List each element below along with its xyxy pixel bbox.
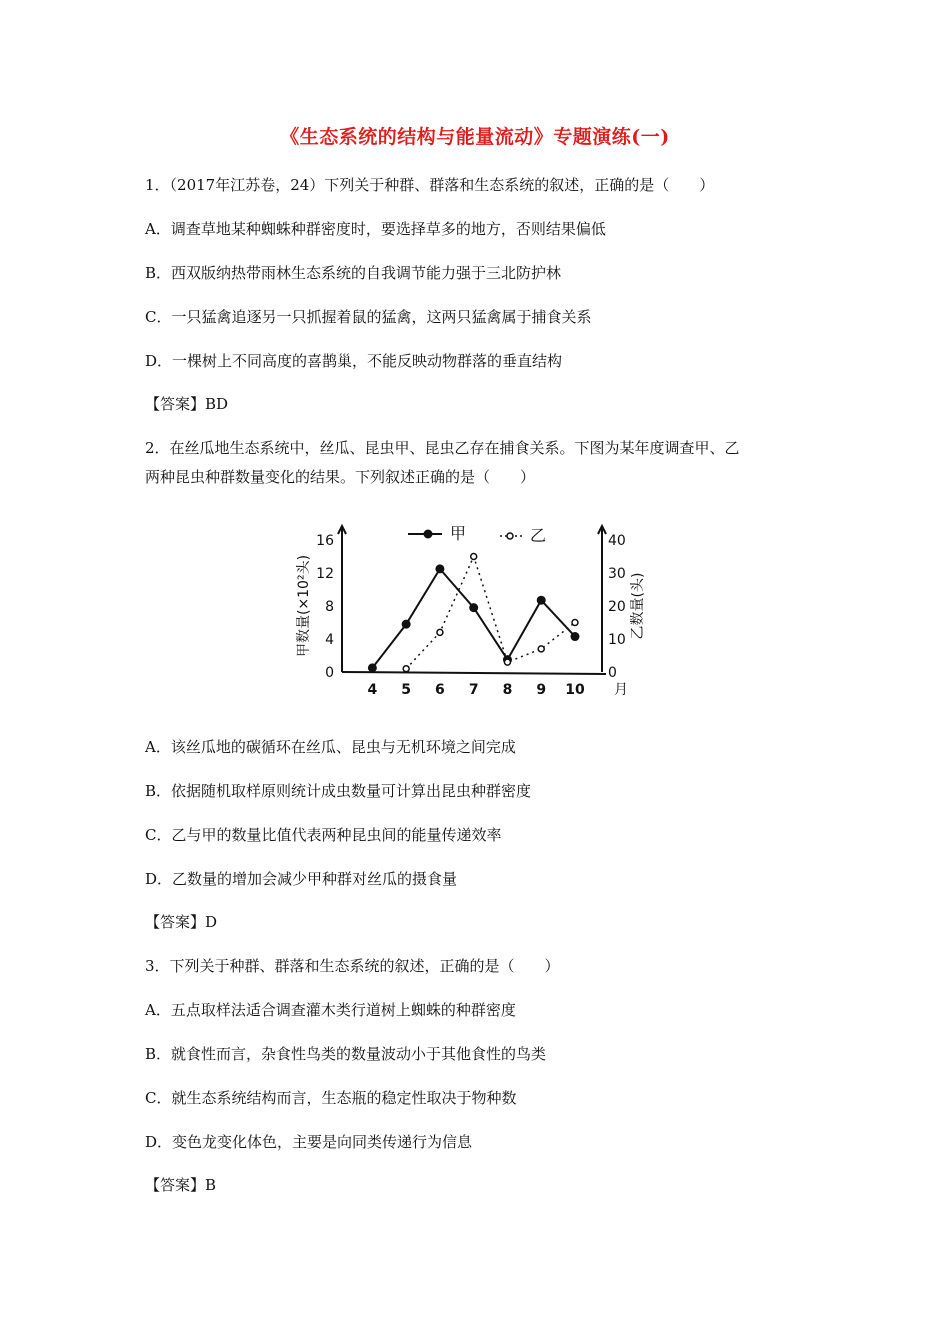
question-3-stem: 3．下列关于种群、群落和生态系统的叙述，正确的是（ ） (145, 957, 560, 975)
question-1-option-a: A．调查草地某种蜘蛛种群密度时，要选择草多的地方，否则结果偏低 (145, 220, 606, 238)
x-axis-label: 月 (614, 682, 628, 698)
question-1-option-b: B．西双版纳热带雨林生态系统的自我调节能力强于三北防护林 (145, 264, 562, 282)
right-axis-tick-label: 40 (608, 533, 626, 549)
question-3-option-a: A．五点取样法适合调查灌木类行道树上蜘蛛的种群密度 (145, 1001, 516, 1019)
question-2-option-b: B．依据随机取样原则统计成虫数量可计算出昆虫种群密度 (145, 782, 532, 800)
legend-jia-marker (424, 530, 433, 539)
document-title: 《生态系统的结构与能量流动》专题演练(一) (280, 126, 670, 148)
x-axis-tick-label: 4 (367, 682, 378, 698)
left-axis-tick-label: 4 (325, 632, 334, 648)
left-axis-title: 甲数量(×10²头) (296, 554, 312, 658)
x-axis-tick-label: 7 (468, 682, 479, 698)
x-axis-tick-label: 8 (502, 682, 513, 698)
series-jia-point (537, 596, 546, 605)
legend-yi-marker (507, 533, 513, 539)
question-1-option-d: D．一棵树上不同高度的喜鹊巢，不能反映动物群落的垂直结构 (145, 352, 563, 370)
series-jia-point (402, 620, 411, 629)
question-1-stem: 1．（2017年江苏卷，24）下列关于种群、群落和生态系统的叙述，正确的是（ ） (145, 176, 715, 194)
question-2-option-c: C．乙与甲的数量比值代表两种昆虫间的能量传递效率 (145, 826, 502, 844)
question-2-option-d: D．乙数量的增加会减少甲种群对丝瓜的摄食量 (145, 870, 458, 888)
left-axis-tick-label: 8 (325, 599, 334, 615)
question-3-option-b: B．就食性而言，杂食性鸟类的数量波动小于其他食性的鸟类 (145, 1045, 547, 1063)
right-axis-tick-label: 10 (608, 632, 626, 648)
series-jia-line (372, 569, 575, 668)
population-chart (290, 512, 646, 712)
series-jia-point (368, 663, 377, 672)
right-axis-tick-label: 20 (608, 599, 626, 615)
series-jia-point (435, 564, 444, 573)
left-axis-tick-label: 16 (316, 533, 334, 549)
x-axis-tick-label: 5 (401, 682, 412, 698)
x-axis-tick-label: 6 (435, 682, 445, 698)
left-axis-tick-label: 12 (316, 566, 334, 582)
series-jia-point (469, 603, 478, 612)
question-2-option-a: A．该丝瓜地的碳循环在丝瓜、昆虫与无机环境之间完成 (145, 738, 516, 756)
legend-yi-label: 乙 (530, 526, 547, 545)
series-jia-point (570, 632, 579, 641)
question-2-answer: 【答案】D (145, 913, 218, 931)
left-axis-tick-label: 0 (325, 665, 334, 681)
question-3-option-d: D．变色龙变化体色，主要是向同类传递行为信息 (145, 1133, 473, 1151)
x-axis-tick-label: 10 (565, 682, 585, 698)
x-axis-line (342, 672, 606, 674)
series-yi-point (538, 646, 544, 652)
question-1-answer: 【答案】BD (145, 395, 229, 413)
series-yi-point (437, 629, 443, 635)
question-3-option-c: C．就生态系统结构而言，生态瓶的稳定性取决于物种数 (145, 1089, 517, 1107)
series-yi-point (572, 620, 578, 626)
legend-jia-label: 甲 (450, 524, 467, 543)
x-axis-tick-label: 9 (536, 682, 547, 698)
series-yi-point (471, 554, 477, 560)
question-3-answer: 【答案】B (145, 1176, 217, 1194)
series-yi-point (504, 659, 510, 665)
question-2-stem-line-1: 2．在丝瓜地生态系统中，丝瓜、昆虫甲、昆虫乙存在捕食关系。下图为某年度调查甲、乙 (145, 439, 740, 457)
right-axis-tick-label: 30 (608, 566, 626, 582)
question-1-option-c: C．一只猛禽追逐另一只抓握着鼠的猛禽，这两只猛禽属于捕食关系 (145, 308, 592, 326)
series-yi-line (406, 557, 575, 669)
series-yi-point (403, 666, 409, 672)
question-2-stem-line-2: 两种昆虫种群数量变化的结果。下列叙述正确的是（ ） (145, 468, 536, 486)
right-axis-tick-label: 0 (608, 665, 617, 681)
right-axis-title: 乙数量(头) (630, 572, 646, 640)
